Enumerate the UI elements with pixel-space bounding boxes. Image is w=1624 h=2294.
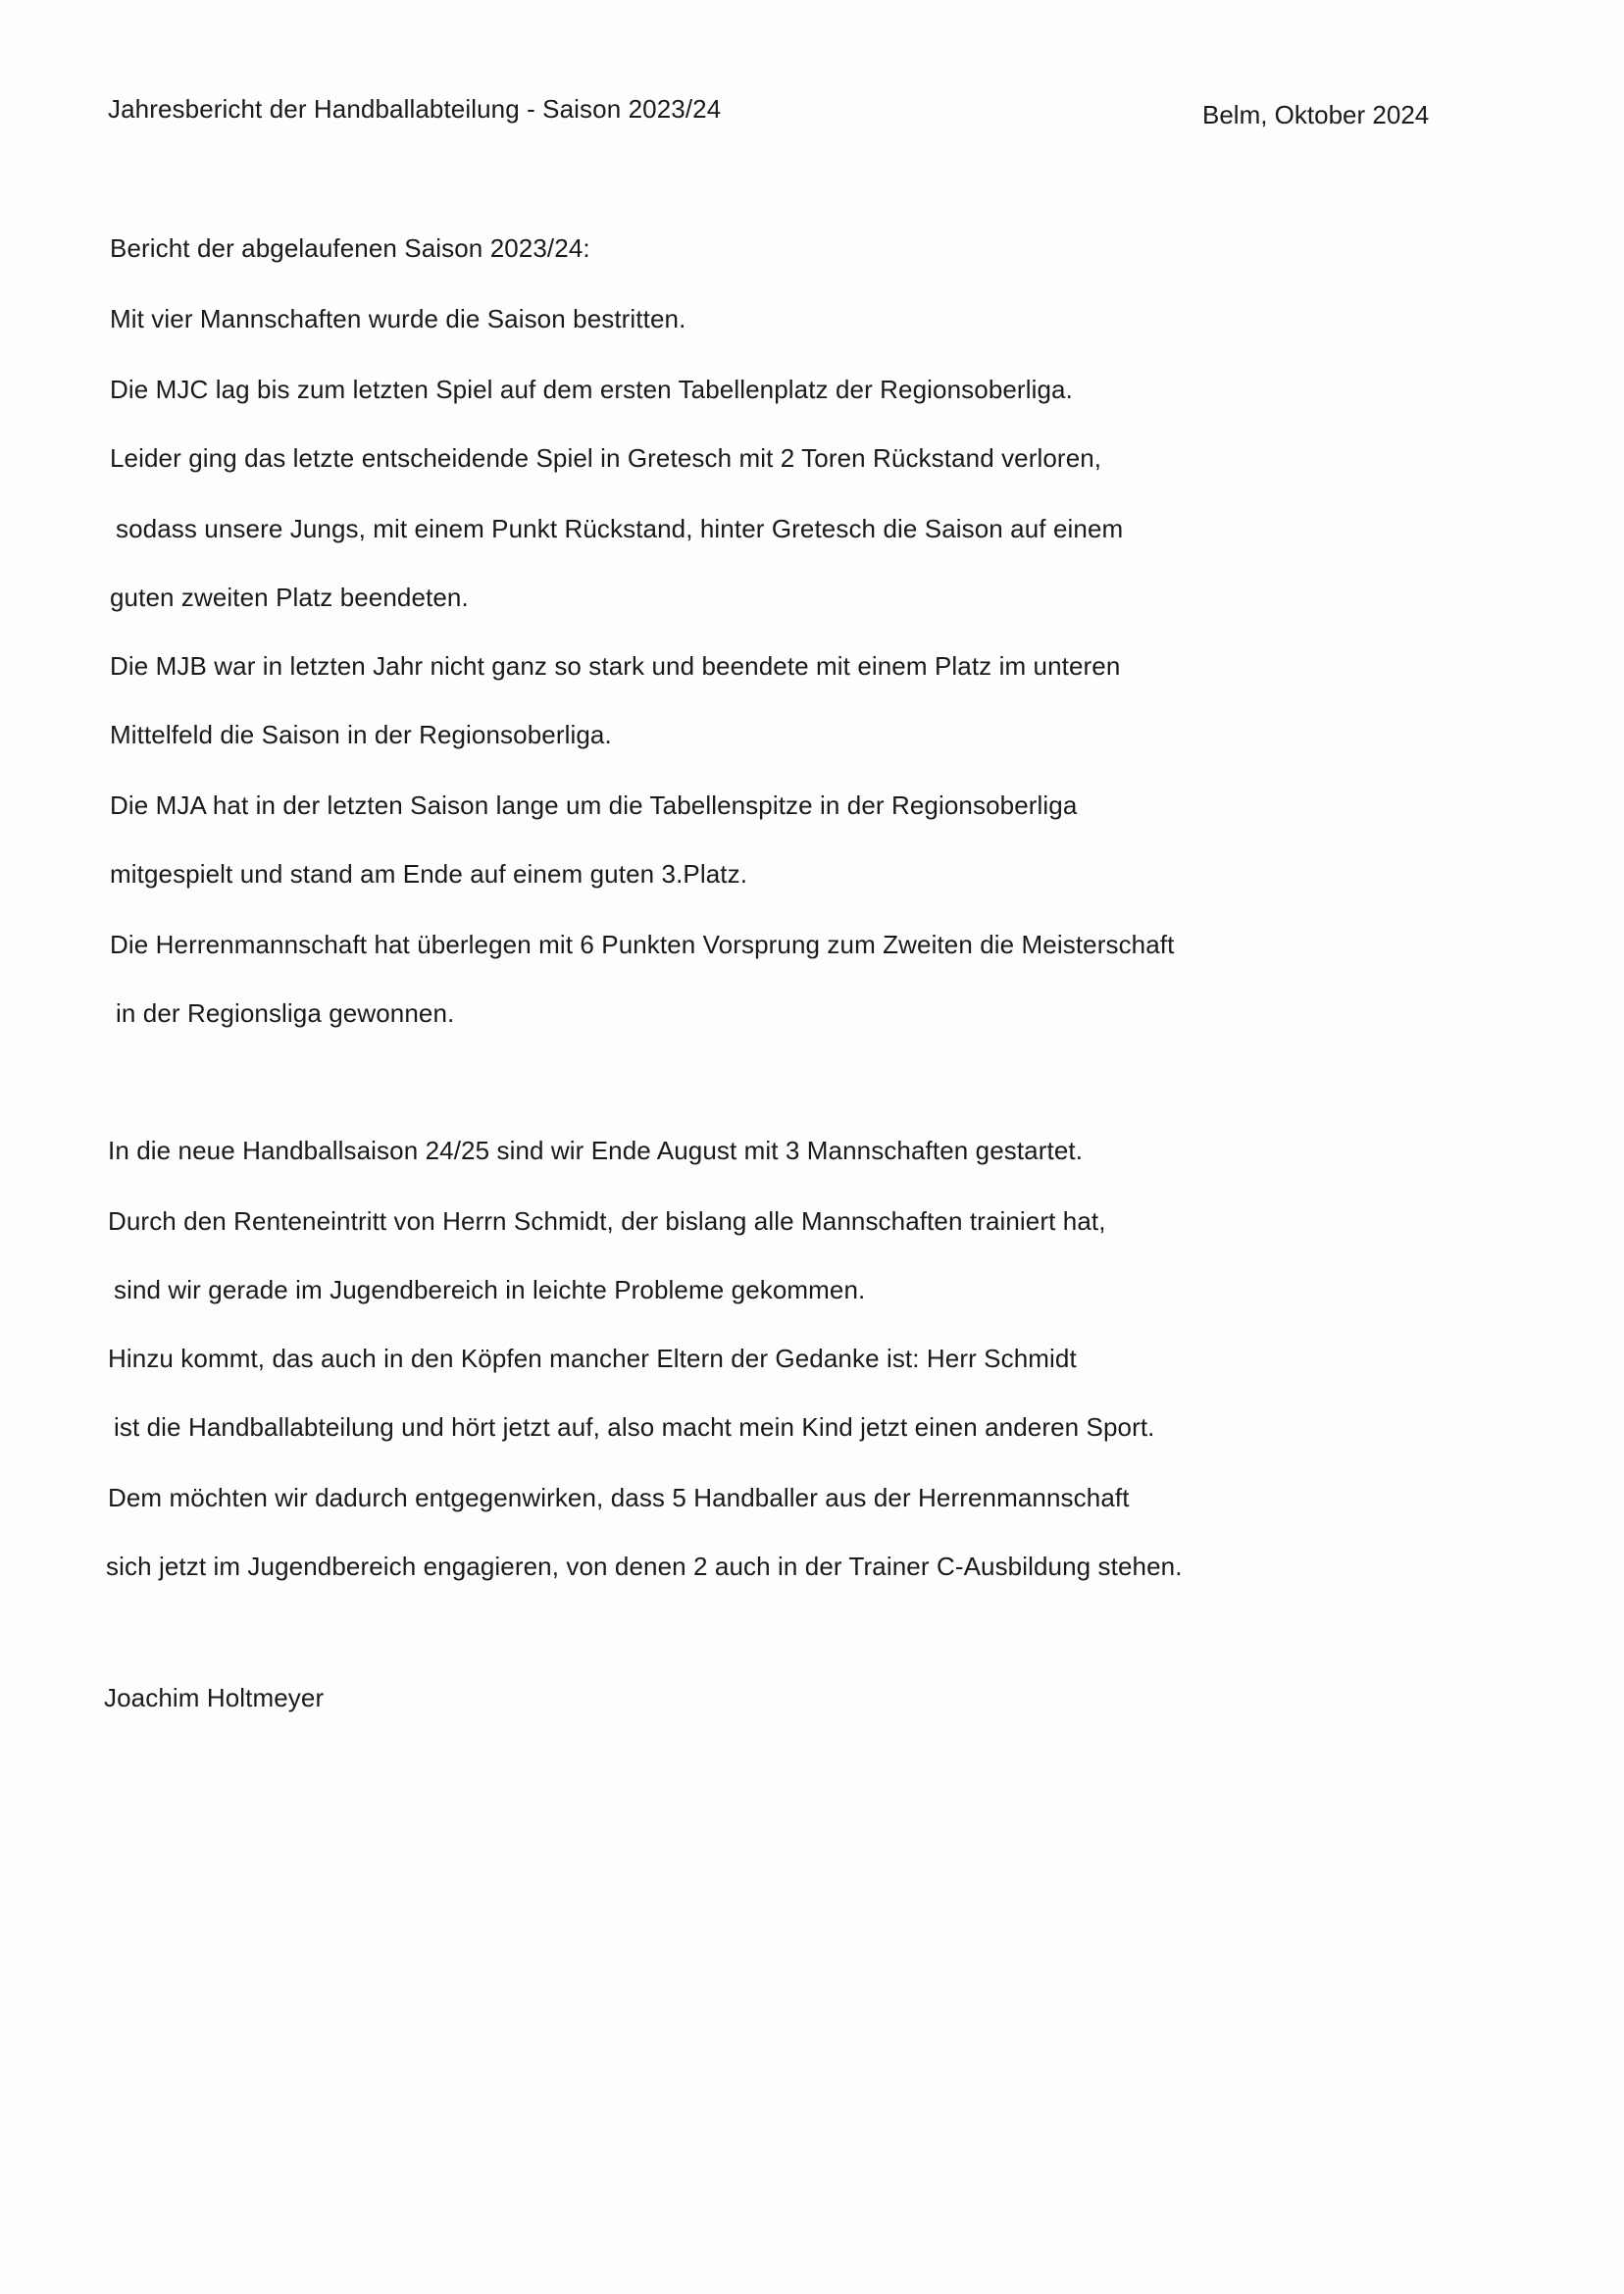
document-title: Jahresbericht der Handballabteilung - Saison 2023/24 bbox=[108, 94, 722, 124]
outlook-line: sich jetzt im Jugendbereich engagieren, von denen 2 auch in der Trainer C-Ausbildung stehen. bbox=[106, 1552, 1183, 1581]
report-heading: Bericht der abgelaufenen Saison 2023/24: bbox=[110, 233, 590, 263]
outlook-line: In die neue Handballsaison 24/25 sind wir Ende August mit 3 Mannschaften gestartet. bbox=[108, 1136, 1084, 1165]
report-line: in der Regionsliga gewonnen. bbox=[116, 998, 455, 1028]
report-line: mitgespielt und stand am Ende auf einem guten 3.Platz. bbox=[110, 859, 748, 889]
report-line: Die MJC lag bis zum letzten Spiel auf dem ersten Tabellenplatz der Regionsoberliga. bbox=[110, 375, 1073, 404]
report-line: Die Herrenmannschaft hat überlegen mit 6 Punkten Vorsprung zum Zweiten die Meisterschaft bbox=[110, 930, 1175, 959]
outlook-line: Durch den Renteneintritt von Herrn Schmidt, der bislang alle Mannschaften trainiert hat, bbox=[108, 1206, 1106, 1236]
outlook-line: Dem möchten wir dadurch entgegenwirken, dass 5 Handballer aus der Herrenmannschaft bbox=[108, 1483, 1130, 1512]
report-line: Leider ging das letzte entscheidende Spiel in Gretesch mit 2 Toren Rückstand verloren, bbox=[110, 443, 1102, 473]
outlook-line: Hinzu kommt, das auch in den Köpfen mancher Eltern der Gedanke ist: Herr Schmidt bbox=[108, 1344, 1077, 1373]
report-line: Die MJB war in letzten Jahr nicht ganz so stark und beendete mit einem Platz im unteren bbox=[110, 651, 1121, 681]
report-line: guten zweiten Platz beendeten. bbox=[110, 583, 469, 612]
report-line: Mittelfeld die Saison in der Regionsoberliga. bbox=[110, 720, 612, 749]
report-line: Mit vier Mannschaften wurde die Saison bestritten. bbox=[110, 304, 686, 333]
outlook-line: sind wir gerade im Jugendbereich in leichte Probleme gekommen. bbox=[114, 1275, 866, 1304]
outlook-line: ist die Handballabteilung und hört jetzt auf, also macht mein Kind jetzt einen anderen Sport. bbox=[114, 1412, 1155, 1442]
signature-name: Joachim Holtmeyer bbox=[104, 1683, 325, 1712]
report-line: sodass unsere Jungs, mit einem Punkt Rückstand, hinter Gretesch die Saison auf einem bbox=[116, 514, 1124, 543]
place-date: Belm, Oktober 2024 bbox=[1202, 100, 1430, 129]
report-line: Die MJA hat in der letzten Saison lange um die Tabellenspitze in der Regionsoberliga bbox=[110, 790, 1078, 820]
